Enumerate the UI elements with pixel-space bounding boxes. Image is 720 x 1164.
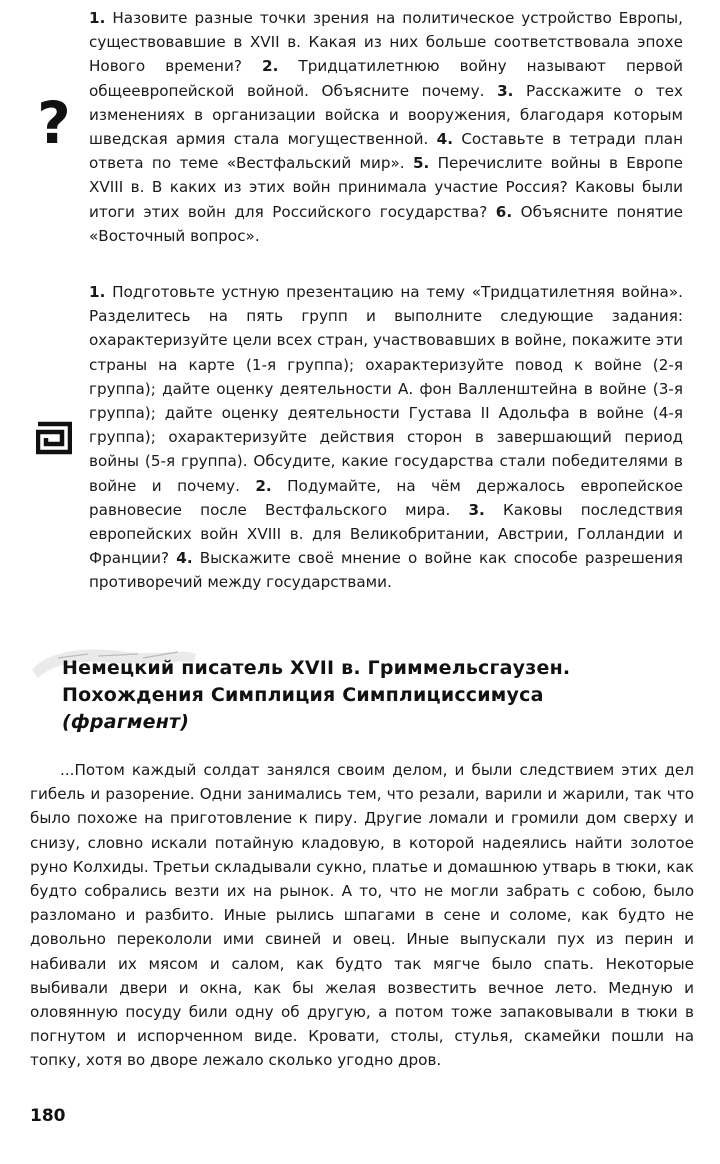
question-mark-icon: ? bbox=[37, 89, 71, 157]
task-number: 2. bbox=[255, 476, 272, 495]
source-title-line1: Немецкий писатель XVII в. Гриммельсгаузен. bbox=[62, 657, 571, 679]
tasks-block bbox=[89, 280, 683, 595]
page-number: 180 bbox=[30, 1106, 66, 1126]
question-number: 3. bbox=[497, 81, 514, 100]
task-text: Каковы последствия европейских войн XVIII в. для Великобритании, Австрии, Голландии и Франции? bbox=[89, 500, 683, 568]
question-text: Объясните понятие «Восточный вопрос». bbox=[89, 202, 683, 245]
source-title-subtitle: (фрагмент) bbox=[62, 711, 190, 733]
source-title-line2: Похождения Симплиция Симплициссимуса bbox=[62, 684, 544, 706]
meander-task-icon bbox=[36, 420, 72, 456]
task-text: Подготовьте устную презентацию на тему «Тридцатилетняя война». Разделитесь на пять групп и выполните следующие задания: охарактеризуйте цели всех стран, участвовавших в войне, покажите эти страны на карте (1-я группа); охарактеризуйте повод к войне (2-я группа); дайте оценку деятельности А. фон Валленштейна в войне (3-я группа); дайте оценку деятельности Густава II Адольфа в войне (4-я группа); охарактеризуйте действия сторон в завершающий период войны (5-я группа). Обсудите, какие государства стали победителями в войне и почему. bbox=[89, 283, 683, 495]
task-text: Выскажите своё мнение о войне как способе разрешения противоречий между государствами. bbox=[89, 549, 684, 592]
source-excerpt bbox=[30, 758, 694, 1073]
question-text: Перечислите войны в Европе XVIII в. В каких из этих войн принимала участие Россия? Каковы были итоги этих войн для Российского государства? bbox=[89, 154, 683, 221]
question-number: 2. bbox=[262, 57, 279, 76]
question-text: Составьте в тетради план ответа по теме «Вестфальский мир». bbox=[89, 130, 683, 173]
questions-block bbox=[89, 6, 683, 248]
task-number: 4. bbox=[176, 549, 193, 568]
question-text: Расскажите о тех изменениях в организации войска и вооружения, благодаря которым шведская армия стала могущественной. bbox=[89, 81, 683, 149]
task-number: 3. bbox=[468, 500, 485, 519]
task-number: 1. bbox=[89, 283, 106, 301]
question-number: 6. bbox=[495, 202, 513, 221]
question-number: 5. bbox=[412, 154, 430, 173]
question-text: Тридцатилетнюю войну называют первой общеевропейской войной. Объясните почему. bbox=[89, 57, 683, 100]
task-text: Подумайте, на чём держалось европейское равновесие после Вестфальского мира. bbox=[89, 476, 683, 519]
source-paragraph: ...Потом каждый солдат занялся своим делом, и были следствием этих дел гибель и разорение. Одни занимались тем, что резали, варили и жарили, так что было похоже на приготовление к пиру. Другие ломали и громили дом сверху и снизу, словно искали потайную кладовую, в которой надеялись найти золотое руно Колхиды. Третьи складывали сукно, платье и домашнюю утварь в тюки, как будто собрались везти их на рынок. А то, что не могли забрать с собою, было разломано и разбито. Иные рылись шпагами в сене и соломе, как будто не довольно перекололи ими свиней и овец. Иные выпускали пух из перин и набивали их мясом и салом, как будто так мягче было спать. Некоторые выбивали двери и окна, как бы желая возвестить вечное лето. Медную и оловянную посуду били одну об другую, а потом тоже запаковывали в тюки в погнутом и испорченном виде. Кровати, столы, стулья, скамейки пошли на топку, хотя во дворе лежало сколько угодно дров. bbox=[30, 761, 694, 1070]
question-number: 4. bbox=[436, 130, 453, 149]
source-title bbox=[62, 655, 682, 736]
question-number: 1. bbox=[89, 9, 106, 27]
question-text: Назовите разные точки зрения на политическое устройство Европы, существовавшие в XVII в. Какая из них больше соответствовала эпохе Нового времени? bbox=[89, 9, 683, 76]
